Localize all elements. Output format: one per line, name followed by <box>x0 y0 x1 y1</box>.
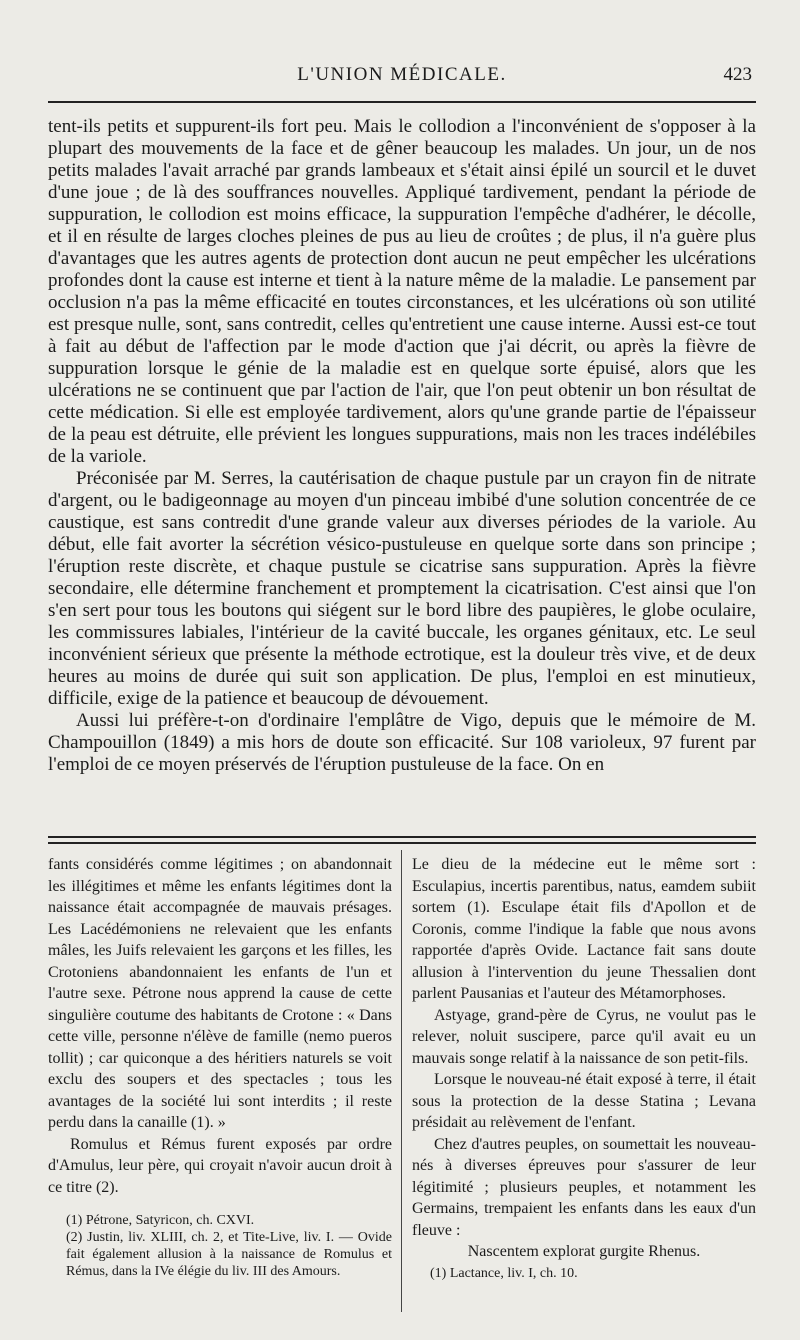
main-paragraph: tent-ils petits et suppurent-ils fort peu. Mais le collodion a l'inconvénient de s'opposer à la plupart des mouvements de la face et de gêner beaucoup les malades. Un jour, un de nos petits malades l'avait arraché par grands lambeaux et s'était ainsi épilé un sourcil et le duvet d'une joue ; de là des souffrances nouvelles. Appliqué tardivement, pendant la période de suppuration, le collodion est moins efficace, la suppuration l'empêche d'adhérer, le décolle, et il en résulte de larges cloches pleines de pus au lieu de croûtes ; de plus, il n'a guère plus d'avantages que les autres agents de protection dont aucun ne peut empêcher les ulcérations profondes dont la cause est interne et tient à la nature même de la maladie. Le pansement par occlusion n'a pas la même efficacité en toutes circonstances, et les ulcérations où son utilité est presque nulle, sont, sans contredit, celles qu'entretient une cause interne. Aussi est-ce tout à fait au début de l'affection par le mode d'action que j'ai décrit, ou après la fièvre de suppuration lorsque le génie de la maladie est en quelque sorte épuisé, alors que les ulcérations ne se continuent que par l'action de l'air, que l'on peut obtenir un bon résultat de cette médication. Si elle est employée tardivement, alors qu'une grande partie de l'épaisseur de la peau est détruite, elle prévient les longues suppurations, mais non les traces indélébiles de la variole. <box>48 116 756 467</box>
right-paragraph: Lorsque le nouveau-né était exposé à terre, il était sous la protection de la desse Statina ; Levana présidait au relèvement de l'enfant. <box>412 1071 756 1131</box>
left-footnotes <box>48 1212 392 1280</box>
right-paragraph: Le dieu de la médecine eut le même sort : Esculapius, incertis parentibus, natus, eamdem subiit sortem (1). Esculape était fils d'Apollon et de Coronis, comme l'indique la fable que nous avons rapportée d'après Ovide. Lactance fait sans doute allusion à l'intervention du jeune Thessalien dont parlent Pausanias et l'auteur des Métamorphoses. <box>412 856 756 1002</box>
footnote: (1) Pétrone, Satyricon, ch. CXVI. <box>66 1213 255 1228</box>
journal-title: L'UNION MÉDICALE. <box>297 64 507 85</box>
main-text <box>48 116 756 776</box>
right-paragraph: Chez d'autres peuples, on soumettait les nouveau-nés à diverses épreuves pour s'assurer de leur légitimité ; plusieurs peuples, et notamment les Germains, trempaient les enfants dans les eaux d'un fleuve : <box>412 1135 756 1239</box>
feuilleton-rule <box>48 836 756 844</box>
header-rule <box>48 101 756 103</box>
verse-quote: Nascentem explorat gurgite Rhenus. <box>467 1243 701 1260</box>
footnote: (1) Lactance, liv. I, ch. 10. <box>430 1265 578 1281</box>
left-paragraph: fants considérés comme légitimes ; on abandonnait les illégitimes et même les enfants légitimes dont la naissance était accompagnée de mauvais présages. Les Lacédémoniens ne relevaient que les enfants mâles, les Juifs relevaient les garçons et les filles, les Crotoniens abandonnaient les enfants de l'un et l'autre sexe. Pétrone nous apprend la cause de cette singulière coutume des habitants de Crotone : « Dans cette ville, personne n'élève de famille (nemo pueros tollit) ; car quiconque a des héritiers naturels se voit exclu des soupers et des spectacles ; tous les avantages de la société lui sont interdits ; il reste perdu dans la canaille (1). » <box>48 856 392 1131</box>
left-column <box>48 854 392 1280</box>
main-paragraph: Préconisée par M. Serres, la cautérisation de chaque pustule par un crayon fin de nitrate d'argent, ou le badigeonnage au moyen d'un pinceau imbibé d'une solution concentrée de ce caustique, est sans contredit d'une grande valeur aux diverses périodes de la variole. Au début, elle fait avorter la sécrétion vésico-pustuleuse en quelque sorte dans son principe ; l'éruption reste discrète, et chaque pustule se cicatrise sans suppuration. Après la fièvre secondaire, elle détermine franchement et promptement la cicatrisation. C'est ainsi que l'on s'en sert pour tous les boutons qui siégent sur le bord libre des paupières, le globe oculaire, les commissures labiales, l'intérieur de la cavité buccale, les organes génitaux, etc. Le seul inconvénient sérieux que présente la méthode ectrotique, est la douleur très vive, et de deux heures au moins de durée qui suit son application. De plus, l'emploi en est minutieux, difficile, exige de la patience et beaucoup de dévouement. <box>48 468 756 709</box>
main-paragraph: Aussi lui préfère-t-on d'ordinaire l'emplâtre de Vigo, depuis que le mémoire de M. Champouillon (1849) a mis hors de doute son efficacité. Sur 108 varioleux, 97 furent par l'emploi de ce moyen préservés de l'éruption pustuleuse de la face. On en <box>48 710 756 775</box>
page-header <box>48 64 756 94</box>
right-column <box>412 854 756 1284</box>
page-number: 423 <box>723 64 752 85</box>
footnote: (2) Justin, liv. XLIII, ch. 2, et Tite-Live, liv. I. — Ovide fait également allusion à la naissance de Romulus et Rémus, dans la IVe élégie du liv. III des Amours. <box>66 1230 392 1279</box>
column-divider <box>401 850 402 1312</box>
right-paragraph: Astyage, grand-père de Cyrus, ne voulut pas le relever, noluit suscipere, parce qu'il avait eu un mauvais songe relatif à la naissance de son petit-fils. <box>412 1006 756 1067</box>
left-paragraph: Romulus et Rémus furent exposés par ordre d'Amulus, leur père, qui croyait n'avoir aucun droit à ce titre (2). <box>48 1135 392 1196</box>
